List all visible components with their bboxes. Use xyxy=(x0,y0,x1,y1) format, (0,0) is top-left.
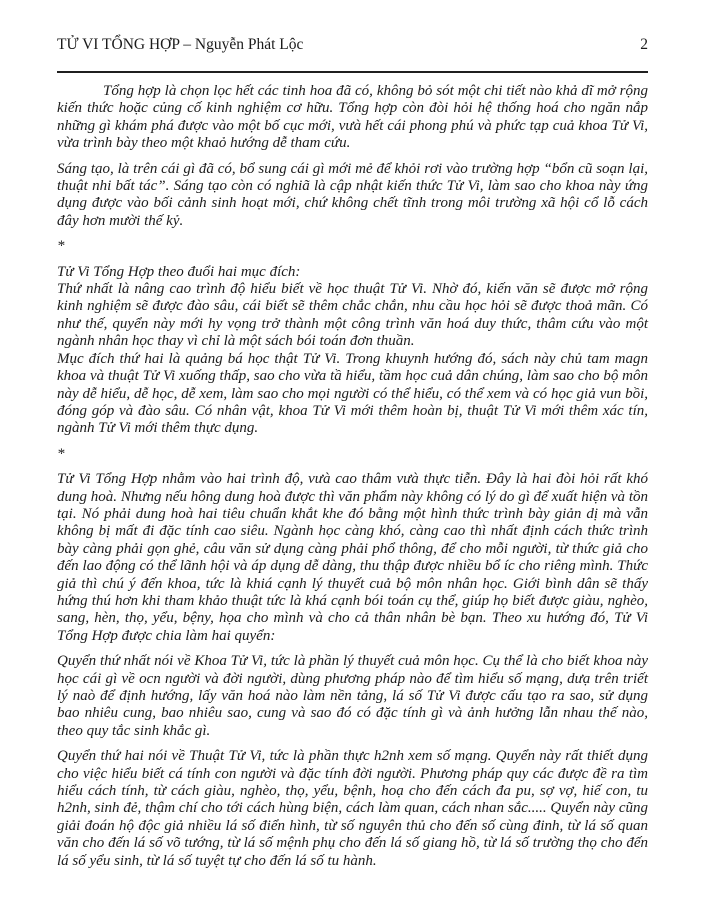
asterisk-separator: * xyxy=(57,238,65,255)
paragraph-quyen-thu-hai: Quyển thứ hai nói về Thuật Tử Vi, tức là phần thực h2nh xem số mạng. Quyển này rất thiết dụng cho việc hiểu biết cá tính con người và đặc tính đời người. Phương pháp quy các được đề ra tìm hiểu cách tính, từ cách giàu, nghèo, thọ, yểu, bệnh, hoạ cho đến cách đa pu, sợ vợ, hiế con, tu h2nh, sinh đẻ, thậm chí cho tới cách hùng biện, cách làm quan, cách nhan sắc..... Quyển này cũng giải đoán hộ độc giả nhiều lá số điển hình, từ số nguyên thủ cho đến số cùng đinh, từ lá số quan văn cho đến lá số võ tướng, từ lá số mệnh phụ cho đến lá số giang hồ, từ lá số trường thọ cho đến lá số yểu sinh, từ lá số tuyệt tự cho đến lá số tu hành. xyxy=(57,748,648,869)
page-body xyxy=(57,83,648,870)
paragraph-quyen-thu-nhat: Quyển thứ nhất nói về Khoa Tử Vi, tức là phần lý thuyết cuả môn học. Cụ thể là cho biết khoa này học cái gì về ocn người và đời người, dùng phương pháp nào để tìm hiểu số mạng, dưạ trên triết lý naò để định hướng, lấy văn hoá nào làm nền tảng, lá số Tử Vi được cấu tạo ra sao, sử dụng bao nhiêu cung, bao nhiêu sao, cung và sao đó có đặc tính gì và ảnh hưởng lẫn nhau thế nào, theo quy tắc sinh khắc gì. xyxy=(57,653,648,739)
paragraph-muc-dich-1: Thứ nhất là nâng cao trình độ hiểu biết về học thuật Tử Vi. Nhờ đó, kiến văn sẽ được mở rộng kinh nghiệm sẽ được đào sâu, cái biết sẽ thêm chắc chắn, nhu cầu học hỏi sẽ được thoả mãn. Có như thế, quyển này mới hy vọng trở thành một công trình văn hoá duy thức, thâm cứu vào một ngành nhân học thay vì chỉ là một sách bói toán đơn thuần. xyxy=(57,281,648,350)
header-rule xyxy=(57,71,648,73)
paragraph-muc-dich-2: Mục đích thứ hai là quảng bá học thật Tử Vi. Trong khuynh hướng đó, sách này chủ tam magn khoa và thuật Tử Vi xuống thấp, sao cho vừa tầ hiểu, tầm học cuả dân chúng, làm sao cho bộ môn này dễ hiểu, dễ học, dễ xem, làm sao cho mọi người có thể hiểu, có thể xem và có học giả vun bồi, đóng góp và đào sâu. Có nhân vật, khoa Tử Vi mới thêm hoàn bị, thuật Tử Vi mới thêm xác tín, ngành Tử Vi mới thêm thực dụng. xyxy=(57,350,648,437)
paragraph-muc-dich-intro: Tử Vi Tổng Hợp theo đuổi hai mục đích: xyxy=(57,263,301,280)
paragraph-hai-trinh-do: Tử Vi Tổng Hợp nhằm vào hai trình độ, vưà cao thâm vưà thực tiễn. Đây là hai đòi hỏi rất khó dung hoà. Nhưng nếu hông dung hoà được thì văn phẩm này không có lý do gì để xuất hiện và tồn tại. Nó phải dung hoà hai tiêu chuẩn khắt khe đó bằng một hình thức trình bày giản dị mà vẫn không bị mất đi đặc tính cao siêu. Ngành học càng khó, càng cao thì nhất định cách thức trình bày càng phải gọn ghẻ, câu văn sử dụng càng phải phổ thông, để cho mỗi người, từ thức giả cho đến lao động có thể lãnh hội và áp dụng dễ dàng, thu thập được nhiều bổ íc cho riêng mình. Thức giả thì chú ý đến khoa, tức là khiá cạnh lý thuyết cuả bộ môn nhân học. Giới bình dân sẽ thấy hứng thú hơn khi tham khảo thuật tức là khá cạnh bói toán cụ thể, giúp họ biết được giàu, nghèo, sang, hèn, thọ, yểu, bệny, họa cho mình và cho cả thân nhân bè bạn. Theo xu hướng đó, Tử Vi Tổng Hợp được chia làm hai quyển: xyxy=(57,471,648,644)
book-title: TỬ VI TỔNG HỢP – Nguyễn Phát Lộc xyxy=(57,36,304,53)
paragraph-sang-tao: Sáng tạo, là trên cái gì đã có, bổ sung cái gì mới mẻ để khỏi rơi vào trường hợp “bổn cũ soạn lại, thuật nhi bất tác”. Sáng tạo còn có nghiã là cập nhật kiến thức Tử Vi, làm sao cho khoa này ứng dụng được vào bối cảnh sinh hoạt mới, chứ không chết tĩnh trong môi trường xã hội cổ lỗ cách đây hơn mười thế kỷ. xyxy=(57,160,648,229)
page-number: 2 xyxy=(640,36,648,53)
page-header xyxy=(57,36,648,54)
asterisk-separator: * xyxy=(57,445,65,462)
paragraph-tong-hop: Tổng hợp là chọn lọc hết các tinh hoa đã có, không bỏ sót một chi tiết nào khả dĩ mở rộng kiến thức hoặc củng cố kinh nghiệm cơ hữu. Tổng hợp còn đòi hỏi hệ thống hoá cho ngăn nắp những gì khám phá được vào một bố cục mới, vưà hết cái phong phú và phức tạp cuả khoa Tử Vi, vừa trình bày theo một khaỏ hướng dễ tham cứu. xyxy=(57,83,648,152)
